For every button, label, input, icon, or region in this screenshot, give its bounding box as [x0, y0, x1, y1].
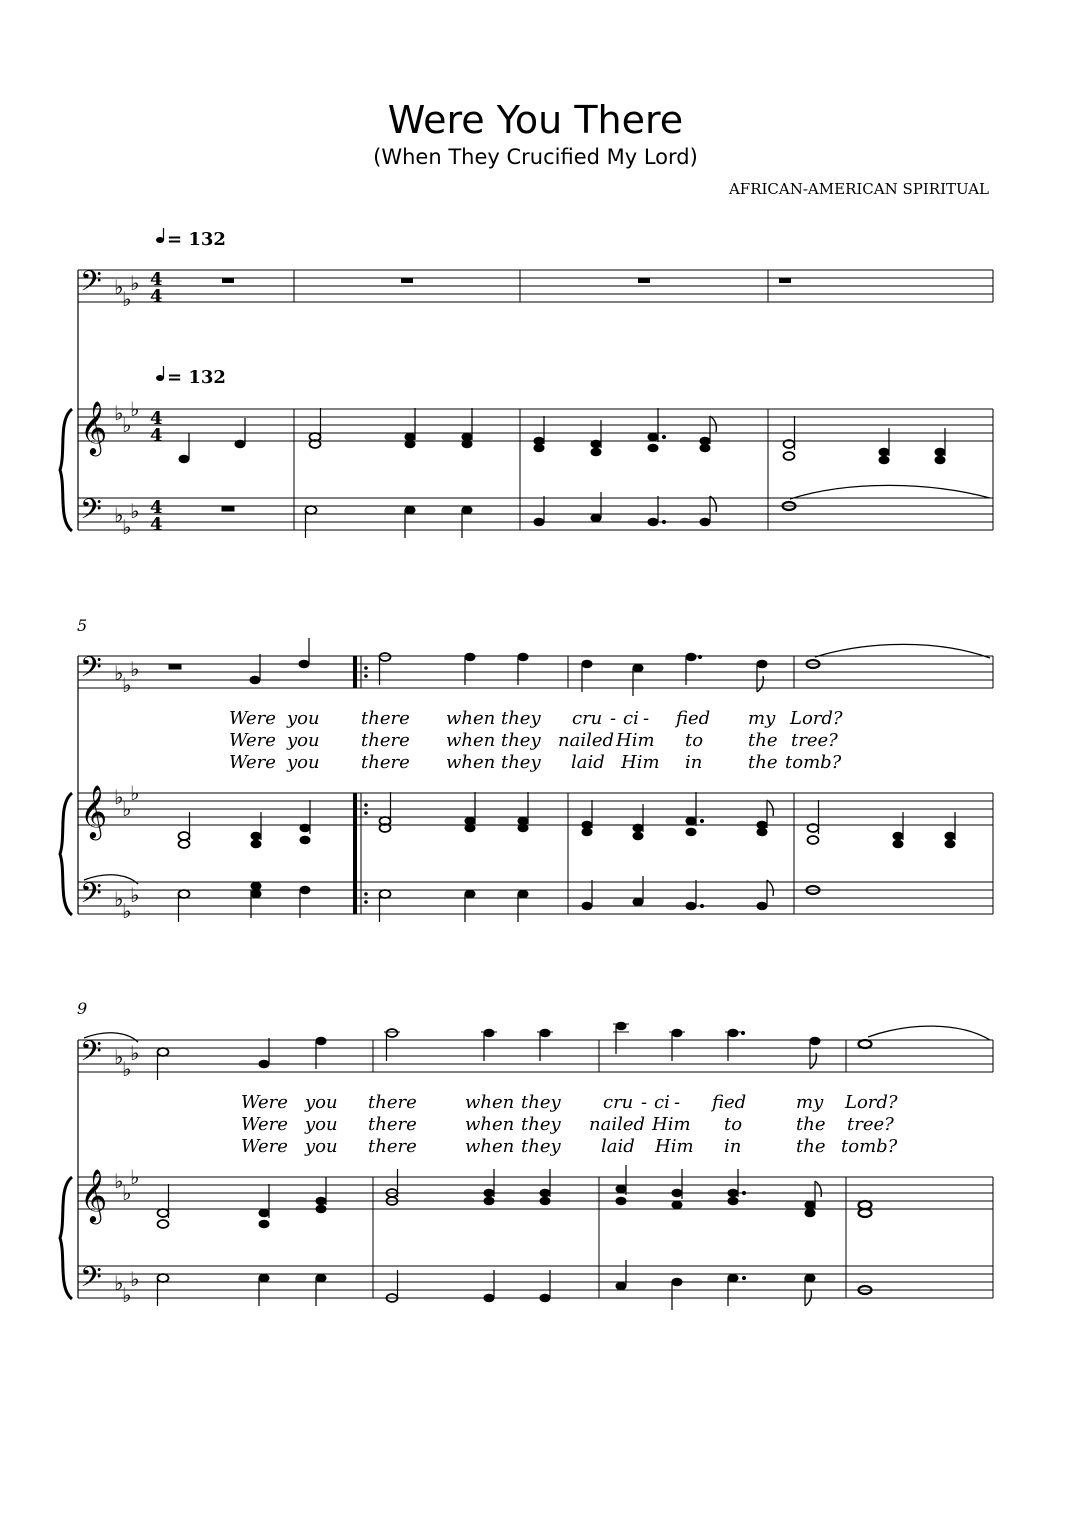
bass-clef	[80, 265, 102, 305]
svg-text:the: the	[748, 752, 778, 773]
staff-piano-bass	[78, 1266, 993, 1298]
svg-text:𝄢: 𝄢	[80, 493, 102, 533]
svg-text:they: they	[521, 1092, 561, 1113]
measure-number: 9	[77, 999, 88, 1018]
svg-text:my: my	[748, 708, 776, 729]
svg-text:♭: ♭	[130, 1165, 140, 1189]
svg-text:♭: ♭	[114, 1045, 124, 1069]
svg-text:♭: ♭	[122, 899, 132, 923]
svg-text:♭: ♭	[122, 515, 132, 539]
tempo-mark	[156, 366, 226, 388]
svg-text:laid: laid	[601, 1136, 635, 1157]
svg-text:Him: Him	[652, 1114, 691, 1135]
svg-text:♭: ♭	[122, 1181, 132, 1205]
svg-text:laid: laid	[571, 752, 605, 773]
svg-text:4: 4	[150, 514, 163, 535]
staff-piano-treble	[78, 409, 993, 530]
svg-text:𝄢: 𝄢	[80, 1035, 102, 1075]
svg-text:in: in	[685, 752, 703, 773]
svg-text:♭: ♭	[114, 785, 124, 809]
key-signature	[114, 781, 139, 821]
svg-text:♭: ♭	[114, 401, 124, 425]
svg-text:♭: ♭	[122, 287, 132, 311]
time-signature	[150, 269, 163, 307]
svg-text:you: you	[287, 708, 320, 729]
staff-voice	[78, 270, 993, 302]
svg-text:you: you	[305, 1136, 338, 1157]
svg-text:♭: ♭	[130, 1041, 140, 1065]
svg-text:there: there	[368, 1136, 417, 1157]
svg-text:♭: ♭	[114, 887, 124, 911]
bass-clef	[80, 1261, 102, 1301]
voice-notes	[84, 1022, 990, 1080]
svg-text:when they: when they	[446, 730, 541, 751]
svg-text:𝄢: 𝄢	[80, 651, 102, 691]
staff-piano-treble	[78, 1177, 993, 1298]
svg-text:-: -	[674, 1092, 681, 1113]
svg-text:4: 4	[150, 286, 163, 307]
svg-text:♭: ♭	[130, 883, 140, 907]
svg-text:when they: when they	[446, 708, 541, 729]
svg-text:there: there	[361, 752, 410, 773]
key-signature	[114, 1267, 139, 1307]
song-subtitle: (When They Crucified My Lord)	[373, 145, 698, 169]
svg-text:♭: ♭	[130, 271, 140, 295]
svg-text:♭: ♭	[130, 499, 140, 523]
svg-text:♭: ♭	[130, 1267, 140, 1291]
svg-text:♭: ♭	[130, 781, 140, 805]
staff-piano-treble	[78, 793, 993, 914]
system-3	[60, 999, 993, 1310]
svg-text:when: when	[465, 1092, 515, 1113]
svg-text:the: the	[748, 730, 778, 751]
piano-treble-notes	[158, 1165, 872, 1228]
svg-text:Were: Were	[229, 752, 276, 773]
svg-text:the: the	[796, 1136, 826, 1157]
svg-text:𝄞: 𝄞	[80, 1168, 108, 1222]
svg-text:4: 4	[150, 425, 163, 446]
svg-text:when: when	[465, 1136, 515, 1157]
svg-text:-: -	[643, 708, 650, 729]
svg-text:there: there	[368, 1092, 417, 1113]
bass-clef	[80, 651, 102, 691]
svg-text:Him: Him	[655, 1136, 694, 1157]
bass-clef	[80, 877, 102, 917]
svg-text:there: there	[361, 708, 410, 729]
lyrics-system-3	[241, 1092, 898, 1157]
staff-voice	[78, 1040, 993, 1072]
svg-text:Were: Were	[241, 1114, 288, 1135]
svg-text:Him: Him	[621, 752, 660, 773]
svg-text:♭: ♭	[122, 1283, 132, 1307]
whole-rests	[222, 278, 791, 283]
svg-text:♭: ♭	[114, 275, 124, 299]
svg-text:4: 4	[150, 269, 163, 290]
svg-text:fied: fied	[676, 708, 711, 729]
svg-text:𝄢: 𝄢	[80, 877, 102, 917]
svg-text:cru: cru	[572, 708, 603, 729]
svg-text:they: they	[521, 1114, 561, 1135]
svg-text:you: you	[305, 1092, 338, 1113]
svg-text:to: to	[724, 1114, 743, 1135]
key-signature	[114, 271, 139, 311]
svg-text:Lord?: Lord?	[845, 1092, 898, 1113]
lyric-verse-1	[229, 708, 843, 729]
svg-text:Him: Him	[616, 730, 655, 751]
svg-text:♭: ♭	[122, 413, 132, 437]
svg-text:4: 4	[150, 497, 163, 518]
treble-clef	[80, 1168, 107, 1224]
svg-text:𝄢: 𝄢	[80, 265, 102, 305]
svg-text:Were: Were	[229, 730, 276, 751]
svg-text:when: when	[465, 1114, 515, 1135]
svg-text:♭: ♭	[114, 661, 124, 685]
piano-bass-notes	[158, 1260, 872, 1310]
svg-text:♭: ♭	[114, 1271, 124, 1295]
treble-clef	[80, 784, 107, 840]
staff-voice	[78, 656, 993, 688]
svg-text:𝄢: 𝄢	[80, 1261, 102, 1301]
time-signature	[150, 497, 163, 535]
svg-text:when they: when they	[446, 752, 541, 773]
svg-text:4: 4	[150, 408, 163, 429]
composer-credit: AFRICAN-AMERICAN SPIRITUAL	[728, 180, 989, 198]
repeat-barline	[353, 793, 368, 914]
piano-treble-notes	[179, 792, 956, 848]
lyric-verse-2	[229, 730, 838, 751]
key-signature	[114, 397, 139, 437]
svg-text:tomb?: tomb?	[785, 752, 842, 773]
lyric-verse-1	[241, 1092, 898, 1113]
svg-text:tree?: tree?	[847, 1114, 894, 1135]
tempo-mark	[156, 228, 226, 250]
system-1	[60, 228, 993, 539]
svg-text:ci: ci	[623, 708, 639, 729]
lyric-verse-3	[241, 1136, 898, 1157]
svg-text:they: they	[521, 1136, 561, 1157]
svg-text:-: -	[641, 1092, 648, 1113]
svg-text:fied: fied	[712, 1092, 747, 1113]
lyric-verse-2	[241, 1114, 894, 1135]
treble-clef	[80, 400, 107, 456]
svg-text:you: you	[287, 752, 320, 773]
measure-number: 5	[77, 616, 88, 635]
svg-text:♭: ♭	[130, 657, 140, 681]
svg-text:♭: ♭	[122, 673, 132, 697]
svg-text:♭: ♭	[122, 1057, 132, 1081]
svg-text:you: you	[305, 1114, 338, 1135]
lyrics-system-2	[229, 708, 843, 773]
svg-text:Were: Were	[241, 1092, 288, 1113]
svg-text:Lord?: Lord?	[790, 708, 843, 729]
svg-text:there: there	[361, 730, 410, 751]
svg-text:♭: ♭	[122, 797, 132, 821]
svg-text:there: there	[368, 1114, 417, 1135]
svg-text:♭: ♭	[130, 397, 140, 421]
bass-clef	[80, 1035, 102, 1075]
svg-text:= 132: = 132	[167, 367, 226, 388]
svg-text:nailed: nailed	[558, 730, 615, 751]
piano-brace	[60, 409, 72, 531]
key-signature	[114, 883, 139, 923]
key-signature	[114, 499, 139, 539]
key-signature	[114, 1041, 139, 1081]
song-title: Were You There	[387, 98, 684, 142]
voice-notes	[169, 638, 990, 696]
piano-brace	[60, 1177, 72, 1299]
piano-brace	[60, 793, 72, 915]
svg-text:tree?: tree?	[791, 730, 838, 751]
svg-text:ci: ci	[654, 1092, 670, 1113]
svg-text:= 132: = 132	[167, 229, 226, 250]
svg-text:my: my	[796, 1092, 824, 1113]
svg-text:-: -	[610, 708, 617, 729]
svg-text:cru: cru	[603, 1092, 634, 1113]
key-signature	[114, 1165, 139, 1205]
svg-text:in: in	[724, 1136, 742, 1157]
lyric-verse-3	[229, 752, 842, 773]
svg-text:to: to	[685, 730, 704, 751]
svg-text:Were: Were	[241, 1136, 288, 1157]
svg-text:♭: ♭	[114, 1169, 124, 1193]
svg-text:nailed: nailed	[589, 1114, 646, 1135]
svg-text:you: you	[287, 730, 320, 751]
svg-text:𝄞: 𝄞	[80, 400, 108, 454]
time-signature	[150, 408, 163, 446]
svg-text:Were: Were	[229, 708, 276, 729]
svg-text:♭: ♭	[114, 503, 124, 527]
svg-text:the: the	[796, 1114, 826, 1135]
system-2	[60, 616, 993, 923]
staff-piano-bass	[78, 882, 993, 914]
bass-clef	[80, 493, 102, 533]
svg-text:𝄞: 𝄞	[80, 784, 108, 838]
svg-text:tomb?: tomb?	[841, 1136, 898, 1157]
key-signature	[114, 657, 139, 697]
